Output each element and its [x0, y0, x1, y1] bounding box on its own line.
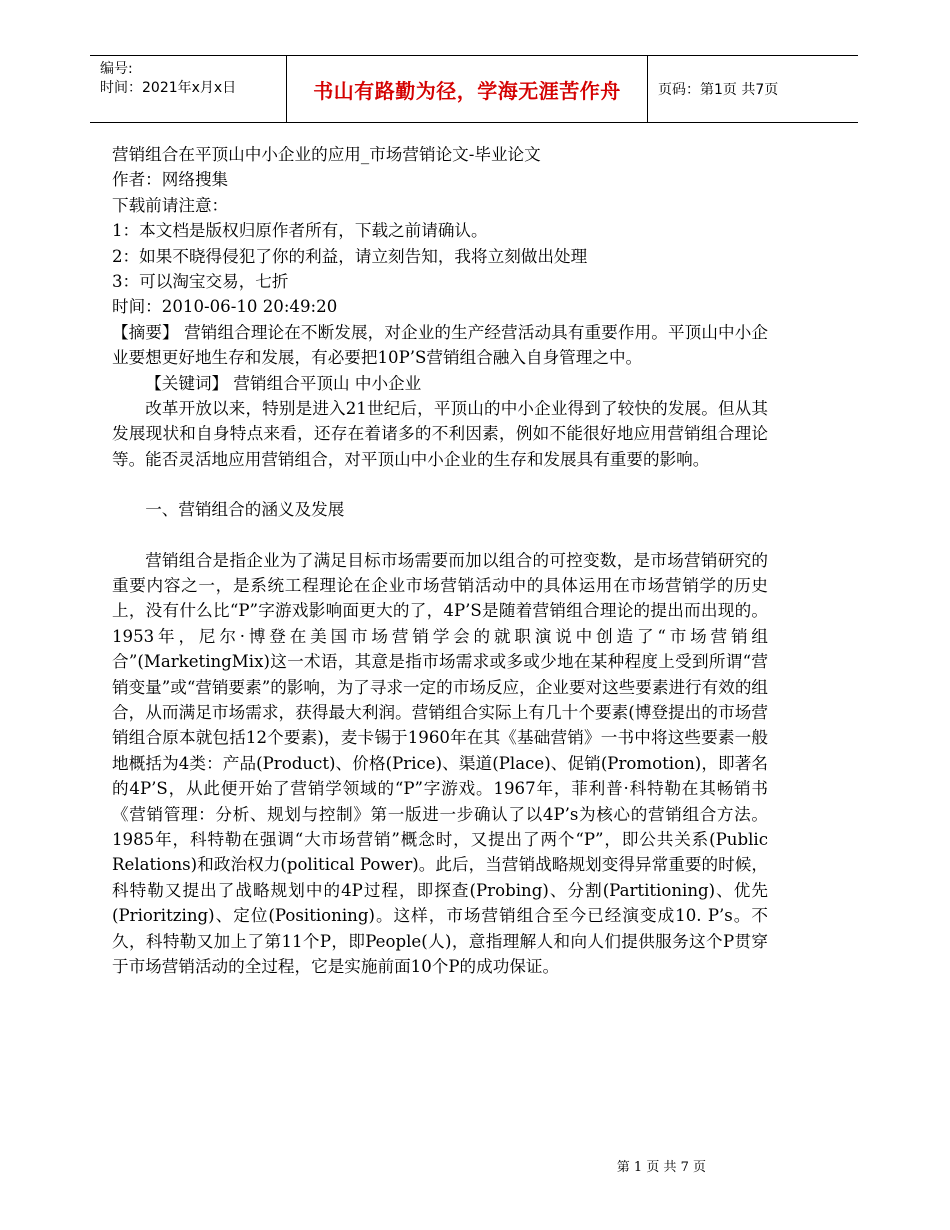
document-body — [112, 142, 768, 979]
notice-item-2: 2：如果不晓得侵犯了你的利益，请立刻告知，我将立刻做出处理 — [112, 246, 588, 266]
spacer — [112, 523, 768, 548]
spacer — [112, 472, 768, 497]
notice-item-1: 1：本文档是版权归原作者所有，下载之前请确认。 — [112, 221, 488, 241]
intro-paragraph: 改革开放以来，特别是进入21世纪后，平顶山的中小企业得到了较快的发展。但从其发展现状和自身特点来看，还存在着诸多的不利因素，例如不能很好地应用营销组合理论等。能否灵活地应用营销组合，对平顶山中小企业的生存和发展具有重要的影响。 — [112, 398, 768, 469]
author-line: 作者：网络搜集 — [112, 170, 229, 190]
document-number-label: 编号: — [100, 61, 133, 77]
keywords-line: 【关键词】 营销组合平顶山 中小企业 — [145, 373, 422, 393]
header-table — [90, 55, 858, 123]
notice-heading: 下载前请注意： — [112, 195, 229, 215]
header-motto: 书山有路勤为径，学海无涯苦作舟 — [286, 56, 648, 122]
header-page-label: 页码：第1页 共7页 — [658, 82, 779, 98]
abstract-paragraph: 【摘要】 营销组合理论在不断发展，对企业的生产经营活动具有重要作用。平顶山中小企业要想更好地生存和发展，有必要把10P’S营销组合融入自身管理之中。 — [112, 322, 768, 368]
section-1-paragraph: 营销组合是指企业为了满足目标市场需要而加以组合的可控变数，是市场营销研究的重要内容之一，是系统工程理论在企业市场营销活动中的具体运用在市场营销学的历史上，没有什么比“P”字游戏影响面更大的了，4P’S是随着营销组合理论的提出而出现的。1953年，尼尔·博登在美国市场营销学会的就职演说中创造了“市场营销组合”(MarketingMix)这一术语，其意是指市场需求或多或少地在某种程度上受到所谓“营销变量”或“营销要素”的影响，为了寻求一定的市场反应，企业要对这些要素进行有效的组合，从而满足市场需求，获得最大利润。营销组合实际上有几十个要素(博登提出的市场营销组合原本就包括12个要素)，麦卡锡于1960年在其《基础营销》一书中将这些要素一般地概括为4类：产品(Product)、价格(Price)、渠道(Place)、促销(Promotion)，即著名的4P’S，从此便开始了营销学领域的“P”字游戏。1967年，菲利普·科特勒在其畅销书《营销管理：分析、规划与控制》第一版进一步确认了以4P’s为核心的营销组合方法。1985年，科特勒在强调“大市场营销”概念时，又提出了两个“P”，即公共关系(Public Relations)和政治权力(political Power)。此后，当营销战略规划变得异常重要的时候，科特勒又提出了战略规划中的4P过程，即探查(Probing)、分割(Partitioning)、优先(Prioritzing)、定位(Positioning)。这样，市场营销组合至今已经演变成10. P’s。不久，科特勒又加上了第11个P，即People(人)，意指理解人和向人们提供服务这个P贯穿于市场营销活动的全过程，它是实施前面10个P的成功保证。 — [112, 550, 769, 977]
page-footer — [0, 1156, 950, 1175]
notice-item-3: 3：可以淘宝交易，七折 — [112, 271, 289, 291]
section-1-heading: 一、营销组合的涵义及发展 — [145, 500, 345, 520]
document-time-label: 时间：2021年x月x日 — [100, 80, 237, 96]
document-title: 营销组合在平顶山中小企业的应用_市场营销论文-毕业论文 — [112, 145, 541, 164]
footer-page-number: 第 1 页 共 7 页 — [616, 1160, 706, 1175]
header-left-cell — [90, 56, 286, 122]
timestamp-line: 时间：2010-06-10 20:49:20 — [112, 297, 338, 317]
